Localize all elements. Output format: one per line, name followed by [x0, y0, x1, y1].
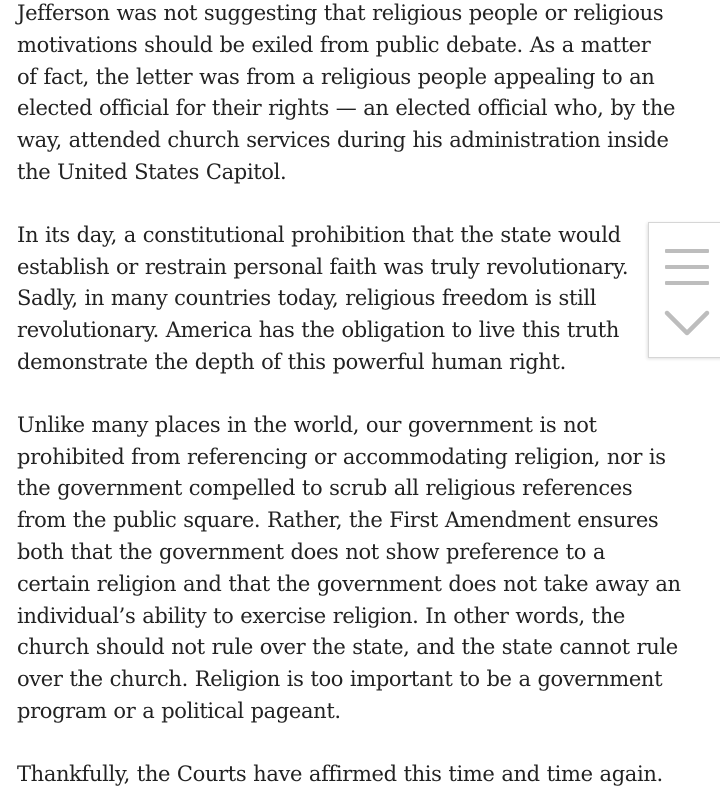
text-line: church should not rule over the state, and the state cannot rule [17, 635, 678, 660]
text-line: over the church. Religion is too important to be a government [17, 667, 663, 692]
text-line: In its day, a constitutional prohibition that the state would [17, 222, 621, 247]
text-line: revolutionary. America has the obligation to live this truth [17, 318, 620, 343]
article-body [17, 0, 707, 791]
text-line: the United States Capitol. [17, 159, 287, 184]
text-line: establish or restrain personal faith was truly revolutionary. [17, 254, 629, 279]
text-line: Jefferson was not suggesting that religious people or religious [17, 1, 664, 25]
floating-menu-panel [648, 222, 720, 358]
text-line: elected official for their rights — an elected official who, by the [17, 96, 676, 121]
text-line: of fact, the letter was from a religious people appealing to an [17, 64, 655, 89]
paragraph-1 [17, 0, 707, 189]
paragraph-3 [17, 410, 707, 728]
text-line: prohibited from referencing or accommodating religion, nor is [17, 444, 666, 469]
text-line: demonstrate the depth of this powerful human right. [17, 349, 566, 374]
paragraph-2 [17, 220, 707, 379]
text-line: certain religion and that the government does not take away an [17, 571, 681, 596]
text-line: from the public square. Rather, the First Amendment ensures [17, 508, 659, 533]
text-line: motivations should be exiled from public debate. As a matter [17, 32, 651, 57]
text-line: program or a political pageant. [17, 698, 341, 723]
text-line: Unlike many places in the world, our government is not [17, 412, 597, 437]
paragraph-4 [17, 759, 707, 791]
text-line: the government compelled to scrub all religious references [17, 476, 633, 501]
text-line: Thankfully, the Courts have affirmed this time and time again. [17, 761, 663, 786]
chevron-down-icon[interactable] [663, 309, 711, 337]
text-line: Sadly, in many countries today, religious freedom is still [17, 286, 597, 311]
text-line: individual’s ability to exercise religion. In other words, the [17, 603, 625, 628]
hamburger-menu-icon[interactable] [665, 249, 709, 287]
text-line: way, attended church services during his administration inside [17, 128, 669, 153]
text-line: both that the government does not show preference to a [17, 539, 605, 564]
